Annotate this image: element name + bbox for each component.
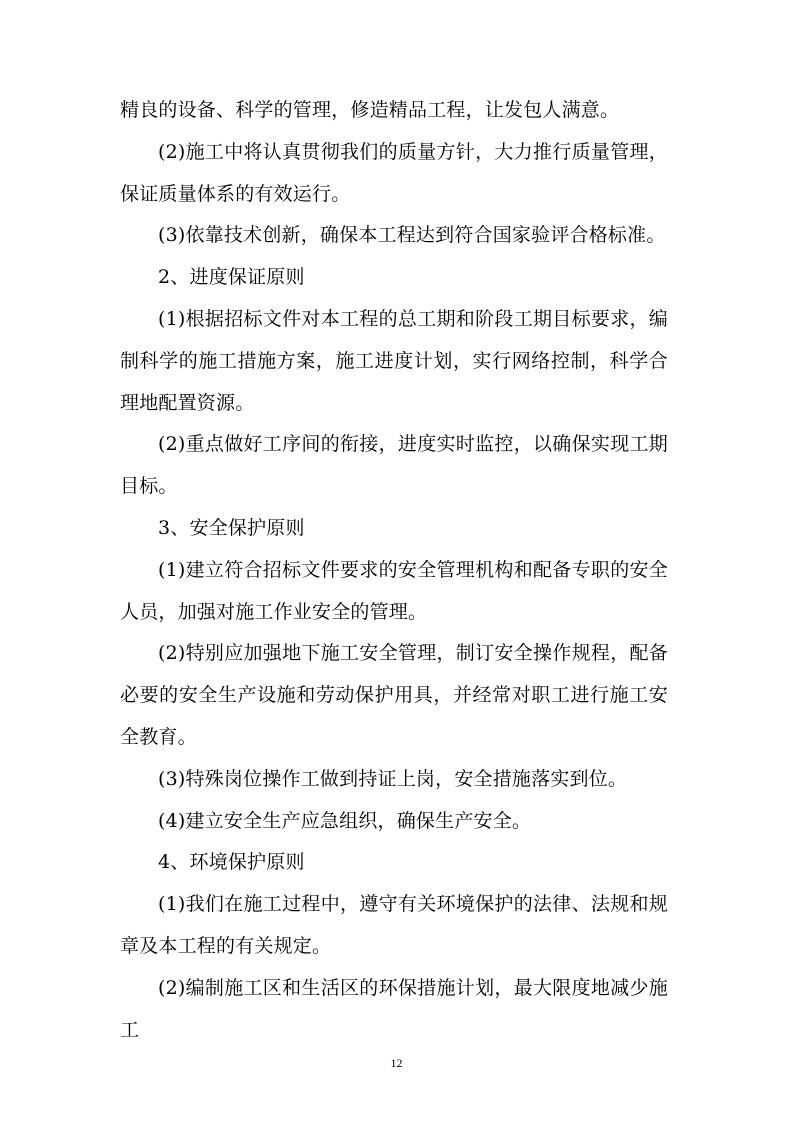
section-heading-safety: 3、安全保护原则	[158, 516, 305, 539]
paragraph-quality-2: (2)施工中将认真贯彻我们的质量方针，大力推行质量管理，保证质量体系的有效运行。	[120, 140, 668, 205]
paragraph-environment-1: (1)我们在施工过程中，遵守有关环境保护的法律、法规和规章及本工程的有关规定。	[120, 893, 668, 957]
section-heading-environment: 4、环境保护原则	[158, 851, 305, 874]
paragraph-safety-4: (4)建立安全生产应急组织，确保生产安全。	[158, 809, 532, 832]
page-body	[120, 90, 668, 1051]
paragraph-quality-continuation: 精良的设备、科学的管理，修造精品工程，让发包人满意。	[120, 99, 620, 121]
paragraph-quality-3: (3)依靠技术创新，确保本工程达到符合国家验评合格标准。	[158, 224, 666, 247]
paragraph-safety-2: (2)特别应加强地下施工安全管理，制订安全操作规程，配备必要的安全生产设施和劳动保护用具，并经常对职工进行施工安全教育。	[120, 642, 668, 748]
paragraph-safety-3: (3)特殊岗位操作工做到持证上岗，安全措施落实到位。	[158, 767, 628, 790]
section-heading-schedule: 2、进度保证原则	[158, 266, 305, 289]
page-number: 12	[390, 1056, 403, 1070]
paragraph-schedule-1: (1)根据招标文件对本工程的总工期和阶段工期目标要求，编制科学的施工措施方案，施工进度计划，实行网络控制，科学合理地配置资源。	[120, 307, 668, 414]
paragraph-safety-1: (1)建立符合招标文件要求的安全管理机构和配备专职的安全人员，加强对施工作业安全的管理。	[120, 558, 668, 623]
paragraph-schedule-2: (2)重点做好工序间的衔接，进度实时监控，以确保实现工期目标。	[120, 433, 668, 498]
paragraph-environment-2: (2)编制施工区和生活区的环保措施计划，最大限度地减少施工	[120, 976, 668, 1041]
